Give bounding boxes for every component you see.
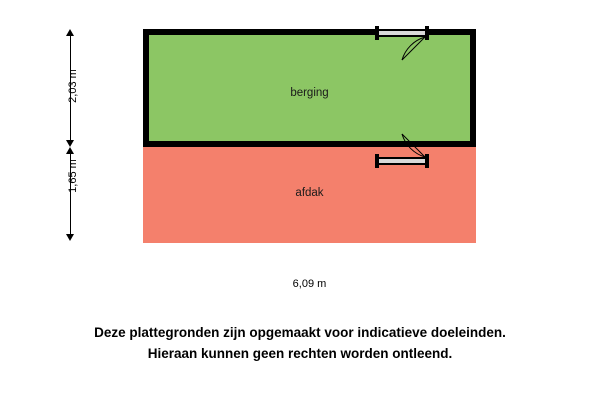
dimension-afdak-height-arrow-bottom	[66, 234, 74, 241]
door-top-swing-arc	[375, 36, 429, 62]
door-top	[375, 26, 429, 62]
door-bottom-swing-arc	[375, 132, 429, 158]
room-afdak-label: afdak	[295, 187, 324, 199]
dimension-berging-height-arrow-bottom	[66, 140, 74, 147]
disclaimer-line-1: Deze plattegronden zijn opgemaakt voor indicatieve doeleinden.	[94, 325, 506, 340]
disclaimer	[0, 322, 600, 364]
dimension-afdak-height-label: 1,65 m	[67, 159, 79, 193]
disclaimer-line-2: Hieraan kunnen geen rechten worden ontleend.	[147, 346, 453, 361]
door-bottom-frame	[377, 157, 427, 165]
dimension-berging-height-label: 2,03 m	[67, 69, 79, 103]
dimension-berging-height-arrow-top	[66, 29, 74, 36]
door-bottom-jamb-left	[375, 154, 379, 168]
door-bottom	[375, 132, 429, 168]
door-bottom-jamb-right	[425, 154, 429, 168]
dimension-total-width-label: 6,09 m	[143, 278, 476, 291]
room-berging-label: berging	[290, 87, 329, 99]
